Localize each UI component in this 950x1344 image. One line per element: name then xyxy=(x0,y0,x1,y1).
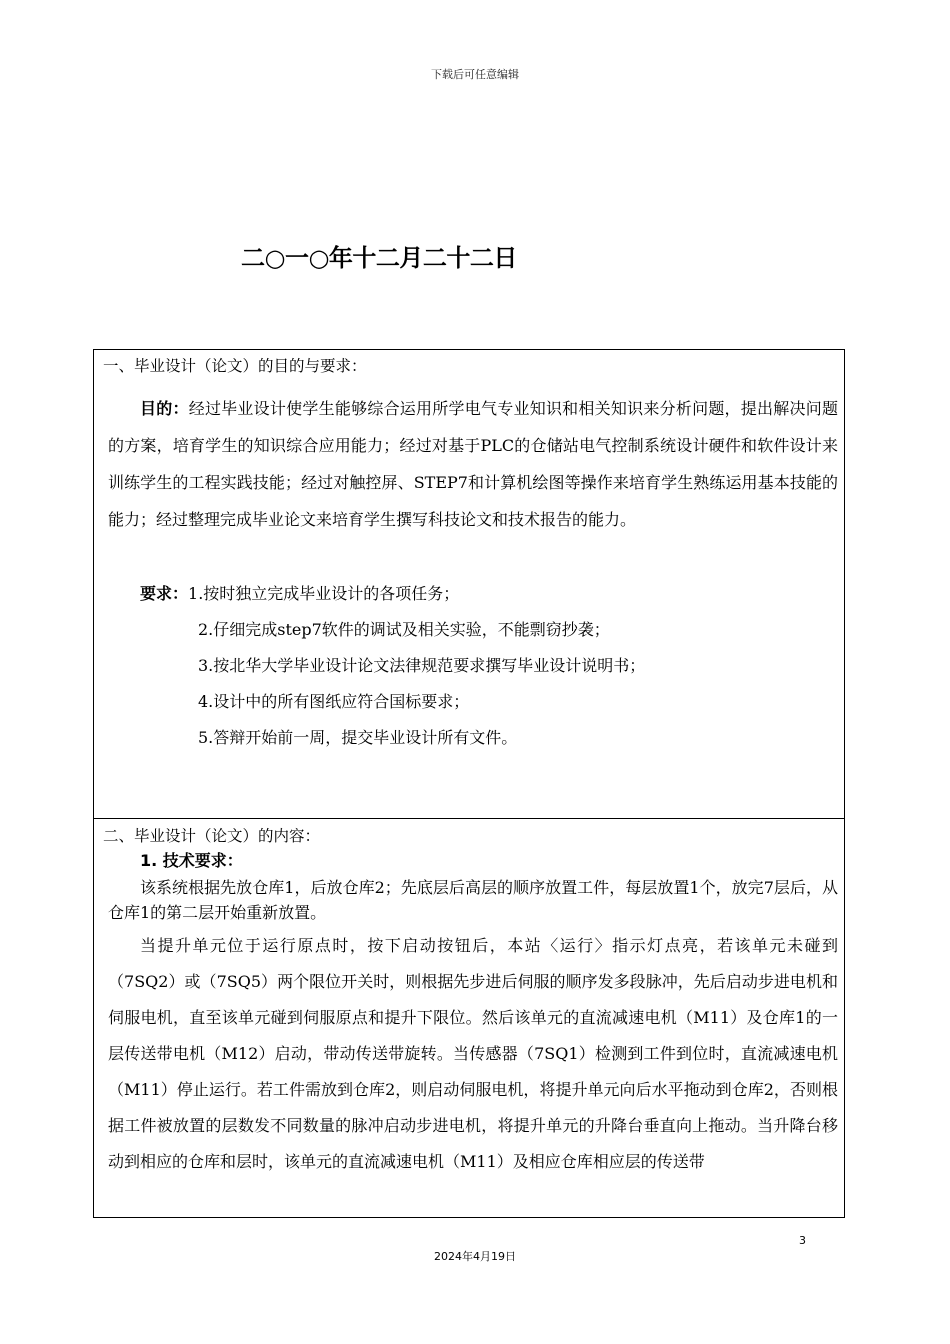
section-content xyxy=(93,818,845,1218)
requirement-item: 2.仔细完成step7软件的调试及相关实验，不能剽窃抄袭； xyxy=(198,620,610,639)
technical-requirements-heading: 1. 技术要求： xyxy=(140,851,243,870)
purpose-paragraph xyxy=(108,390,838,538)
document-date-title: 二○一○年十二月二十二日 xyxy=(241,244,517,272)
requirement-item: 5.答辩开始前一周，提交毕业设计所有文件。 xyxy=(198,728,518,747)
requirements-label: 要求： xyxy=(140,584,189,603)
footer-date: 2024年4月19日 xyxy=(434,1250,516,1263)
section1-title: 一、毕业设计（论文）的目的与要求： xyxy=(103,357,367,375)
content-paragraph-2: 当提升单元位于运行原点时，按下启动按钮后，本站〈运行〉指示灯点亮，若该单元未碰到（7SQ2）或（7SQ5）两个限位开关时，则根据先步进后伺服的顺序发多段脉冲，先后启动步进电机和伺服电机，直至该单元碰到伺服原点和提升下限位。然后该单元的直流减速电机（M11）及仓库1的一层传送带电机（M12）启动，带动传送带旋转。当传感器（7SQ1）检测到工件到位时，直流减速电机（M11）停止运行。若工件需放到仓库2，则启动伺服电机，将提升单元向后水平拖动到仓库2，否则根据工件被放置的层数发不同数量的脉冲启动步进电机，将提升单元的升降台垂直向上拖动。当升降台移动到相应的仓库和层时，该单元的直流减速电机（M11）及相应仓库相应层的传送带 xyxy=(108,936,838,1171)
header-note: 下载后可任意编辑 xyxy=(431,68,519,81)
requirement-item: 4.设计中的所有图纸应符合国标要求； xyxy=(198,692,470,711)
requirement-item: 3.按北华大学毕业设计论文法律规范要求撰写毕业设计说明书； xyxy=(198,656,646,675)
content-paragraph-1: 该系统根据先放仓库1，后放仓库2；先底层后高层的顺序放置工件，每层放置1个，放完7层后，从仓库1的第二层开始重新放置。 xyxy=(108,878,838,922)
purpose-label: 目的： xyxy=(140,399,189,418)
section-purpose-requirements xyxy=(93,349,845,819)
section2-title: 二、毕业设计（论文）的内容： xyxy=(103,827,321,845)
purpose-text: 经过毕业设计使学生能够综合运用所学电气专业知识和相关知识来分析问题，提出解决问题的方案，培育学生的知识综合应用能力；经过对基于PLC的仓储站电气控制系统设计硬件和软件设计来训练学生的工程实践技能；经过对触控屏、STEP7和计算机绘图等操作来培育学生熟练运用基本技能的能力；经过整理完成毕业论文来培育学生撰写科技论文和技术报告的能力。 xyxy=(108,399,838,529)
requirement-item: 要求：1.按时独立完成毕业设计的各项任务； xyxy=(140,584,460,603)
page-number: 3 xyxy=(799,1234,806,1247)
